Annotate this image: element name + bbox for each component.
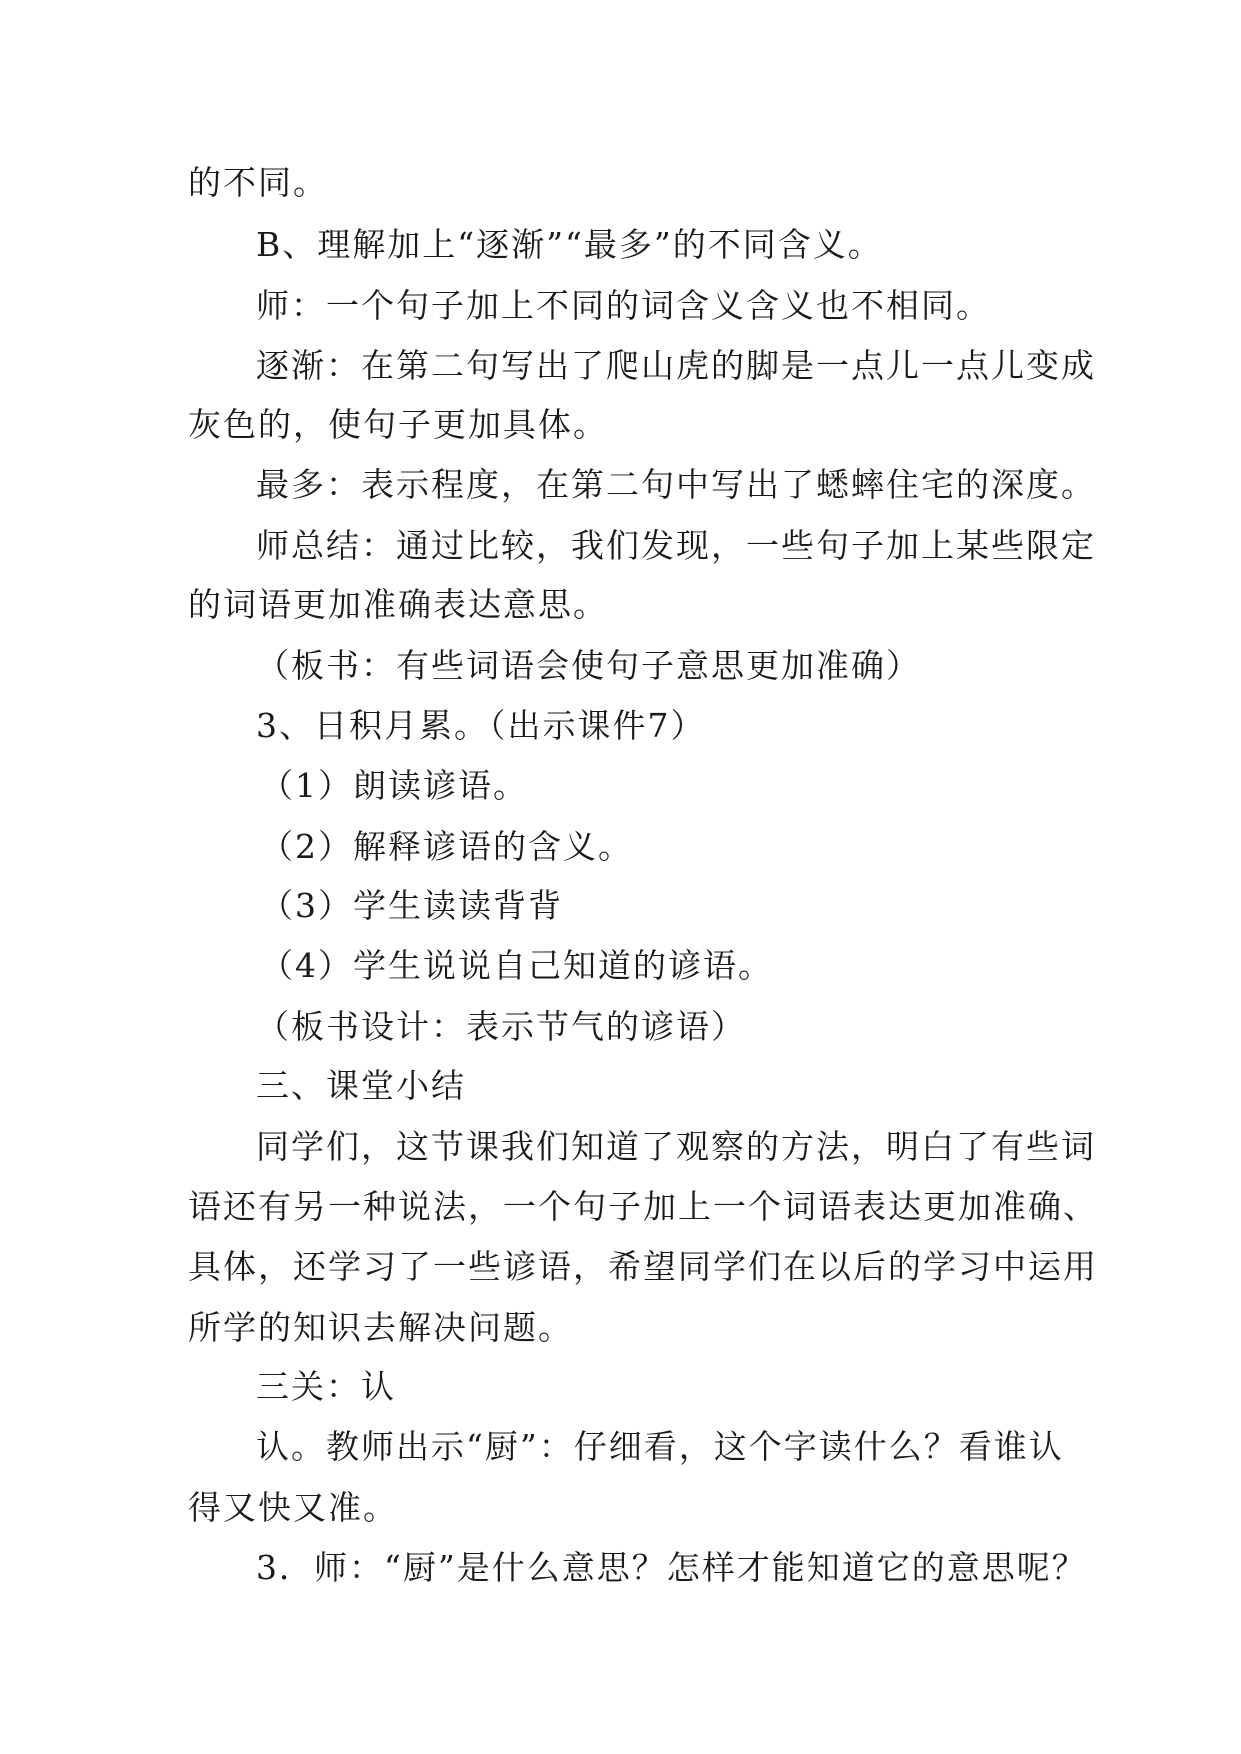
text-line: 同学们，这节课我们知道了观察的方法，明白了有些词 bbox=[256, 1127, 1096, 1166]
text-line: （2）解释谚语的含义。 bbox=[260, 827, 633, 866]
text-line: 的不同。 bbox=[188, 163, 328, 202]
text-line: 所学的知识去解决问题。 bbox=[188, 1308, 573, 1347]
text-line: 3．师：“厨”是什么意思？怎样才能知道它的意思呢？ bbox=[256, 1548, 1087, 1587]
text-line: 最多：表示程度，在第二句中写出了蟋蟀住宅的深度。 bbox=[256, 465, 1096, 504]
text-line: 3、日积月累。（出示课件7） bbox=[256, 706, 706, 745]
text-line: （4）学生说说自己知道的谚语。 bbox=[260, 946, 773, 985]
text-line: 得又快又准。 bbox=[188, 1488, 398, 1527]
text-line: （3）学生读读背背 bbox=[260, 886, 563, 925]
text-line: 的词语更加准确表达意思。 bbox=[188, 585, 608, 624]
section-heading: 三、课堂小结 bbox=[256, 1066, 466, 1105]
text-line: （1）朗读谚语。 bbox=[260, 766, 528, 805]
text-line: 语还有另一种说法，一个句子加上一个词语表达更加准确、 bbox=[188, 1187, 1098, 1226]
text-line: 具体，还学习了一些谚语，希望同学们在以后的学习中运用 bbox=[188, 1247, 1098, 1286]
text-line: （板书设计：表示节气的谚语） bbox=[256, 1007, 746, 1046]
text-line: （板书：有些词语会使句子意思更加准确） bbox=[256, 646, 921, 685]
text-line: 师总结：通过比较，我们发现，一些句子加上某些限定 bbox=[256, 526, 1096, 565]
text-line: 灰色的，使句子更加具体。 bbox=[188, 405, 608, 444]
text-line: 逐渐：在第二句写出了爬山虎的脚是一点儿一点儿变成 bbox=[256, 346, 1096, 385]
text-line: B、理解加上“逐渐”“最多”的不同含义。 bbox=[256, 225, 883, 264]
section-heading: 三关：认 bbox=[256, 1367, 396, 1406]
text-line: 认。教师出示“厨”：仔细看，这个字读什么？看谁认 bbox=[256, 1427, 1064, 1466]
text-line: 师：一个句子加上不同的词含义含义也不相同。 bbox=[256, 286, 991, 325]
